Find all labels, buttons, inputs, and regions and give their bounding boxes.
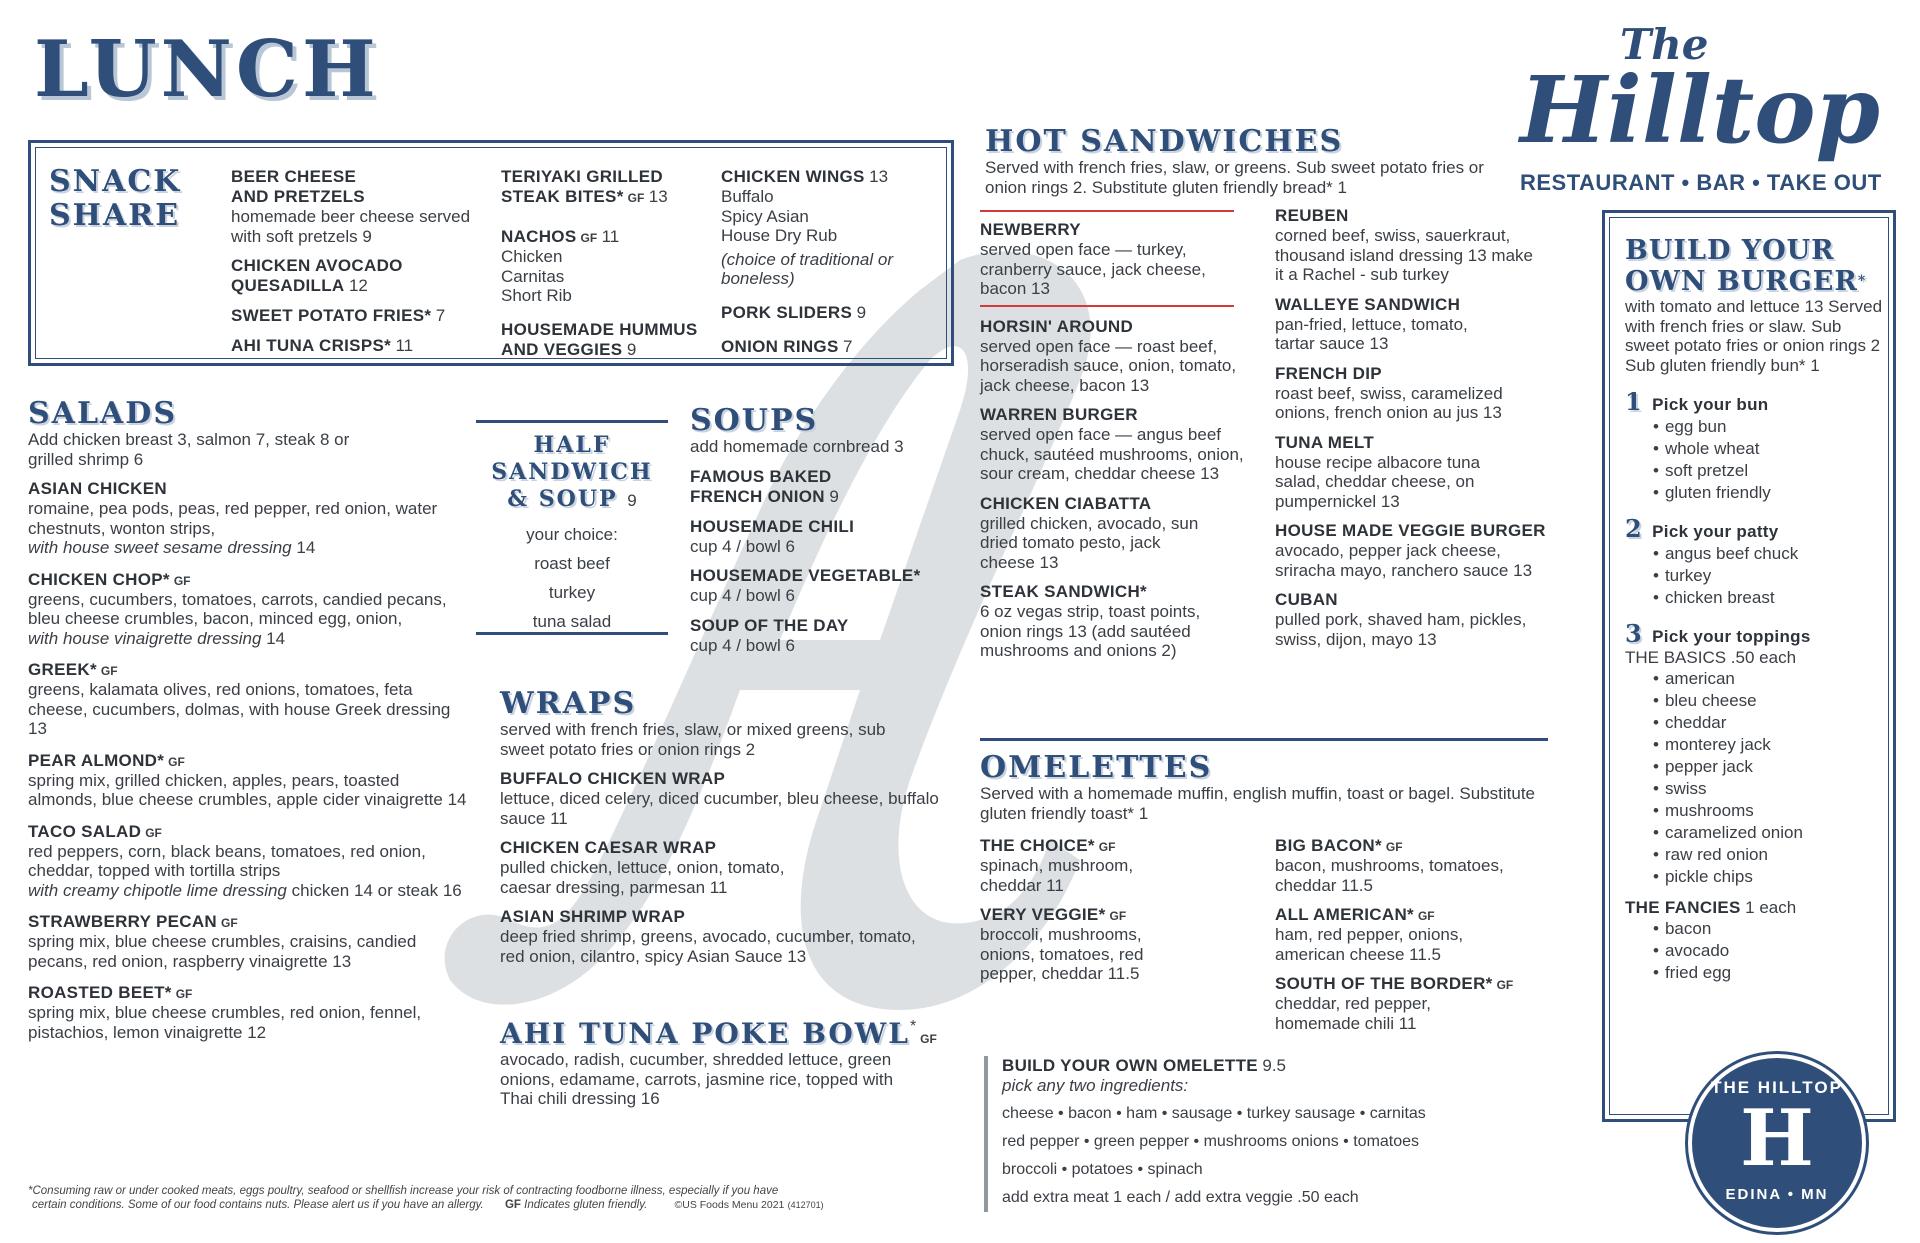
- list-item: • egg bun: [1653, 416, 1883, 438]
- footer-disclaimer: *Consuming raw or under cooked meats, eggs poultry, seafood or shellfish increase your risk of contracting foodborne illness, especially if you have certain conditions. Some of our food contains nuts. Please alert us if you have an allergy. GF Indicates gluten friendly. ©US Foods Menu 2021 (412701): [28, 1185, 824, 1211]
- menu-item: STEAK SANDWICH* 6 oz vegas strip, toast points, onion rings 13 (add sautéed mushrooms and onions 2): [980, 582, 1201, 660]
- wraps-heading: WRAPS: [500, 686, 637, 721]
- menu-item: AHI TUNA CRISPS* 11: [231, 336, 414, 355]
- list-item: • gluten friendly: [1653, 482, 1883, 504]
- list-item: • chicken breast: [1653, 587, 1883, 609]
- list-item: • bleu cheese: [1653, 690, 1883, 712]
- menu-item: CHICKEN CIABATTA grilled chicken, avocado, sun dried tomato pesto, jack cheese 13: [980, 493, 1199, 572]
- omelettes-right-col: [1275, 836, 1555, 1043]
- list-item: • mushrooms: [1653, 800, 1883, 822]
- list-item: • whole wheat: [1653, 438, 1883, 460]
- menu-item: CUBAN pulled pork, shaved ham, pickles, swiss, dijon, mayo 13: [1275, 590, 1527, 649]
- menu-item: ALL AMERICAN* GF ham, red pepper, onions, american cheese 11.5: [1275, 905, 1464, 964]
- menu-item: HORSIN' AROUND served open face — roast beef, horseradish sauce, onion, tomato, jack cheese, bacon 13: [980, 316, 1237, 395]
- hot-heading: HOT SANDWICHES: [985, 124, 1344, 159]
- menu-item: FAMOUS BAKED FRENCH ONION 9: [690, 466, 839, 506]
- list-item: • pickle chips: [1653, 866, 1883, 888]
- burger-step-1: 1 Pick your bun • egg bun • whole wheat • soft pretzel • gluten friendly: [1625, 387, 1883, 504]
- half-heading: HALF SANDWICH & SOUP 9: [491, 432, 653, 512]
- list-item: • raw red onion: [1653, 844, 1883, 866]
- menu-item: WARREN BURGER served open face — angus beef chuck, sautéed mushrooms, onion, sour cream, cheddar cheese 13: [980, 405, 1244, 483]
- menu-item: CHICKEN CAESAR WRAP pulled chicken, lettuce, onion, tomato, caesar dressing, parmesan 11: [500, 838, 785, 897]
- menu-item: HOUSE MADE VEGGIE BURGER avocado, pepper jack cheese, sriracha mayo, ranchero sauce 13: [1275, 521, 1546, 580]
- list-item: • avocado: [1653, 940, 1883, 962]
- omelettes-heading-block: OMELETTES Served with a homemade muffin, english muffin, toast or bagel. Substitute gluten friendly toast* 1: [980, 752, 1550, 823]
- menu-item: FRENCH DIP roast beef, swiss, caramelized onions, french onion au jus 13: [1275, 363, 1503, 422]
- half-sandwich-box: HALF SANDWICH & SOUP 9 your choice: roast beef turkey tuna salad: [476, 420, 668, 636]
- poke-heading: AHI TUNA POKE BOWL*GF: [500, 1017, 937, 1050]
- menu-item: SOUP OF THE DAY cup 4 / bowl 6: [690, 615, 849, 655]
- menu-item: ASIAN CHICKEN romaine, pea pods, peas, red pepper, red onion, water chestnuts, wonton strips, with house sweet sesame dressing 14: [28, 479, 438, 557]
- wraps-section: WRAPS served with french fries, slaw, or mixed greens, sub sweet potato fries or onion rings 2 BUFFALO CHICKEN WRAP lettuce, diced celery, diced cucumber, bleu cheese, buffalo sauce 11 CHICKEN CAESAR WRAP pulled chicken, lettuce, onion, tomato, caesar dressing, parmesan 11 ASIAN SHRIMP WRAP deep fried shrimp, greens, avocado, cucumber, tomato, red onion, cilantro, spicy Asian Sauce 13: [500, 688, 950, 976]
- snack-col-2: [501, 167, 711, 370]
- menu-item: BUFFALO CHICKEN WRAP lettuce, diced celery, diced cucumber, bleu cheese, buffalo sauce 11: [500, 769, 939, 828]
- menu-item: CHICKEN WINGS 13 Buffalo Spicy Asian House Dry Rub (choice of traditional or boneless): [721, 167, 893, 288]
- menu-item: THE CHOICE* GF spinach, mushroom, cheddar 11: [980, 836, 1134, 895]
- build-burger-box: BUILD YOUR OWN BURGER* with tomato and lettuce 13 Served with french fries or slaw. Sub sweet potato fries or onion rings 2 Sub gluten friendly bun* 1 1 Pick your bun • egg bun • whole wheat • soft pretzel • gluten friendly 2 Pick your patty • angus beef chuck • turkey • chicken breast 3 Pick your toppings THE BASICS .50 each • american • bleu cheese • cheddar • monterey jack • pepper jack • swiss • mushrooms • caramelized onion • raw red onion • pickle chips THE FANCIES 1 each • bacon • avocado • fried egg: [1602, 210, 1896, 1122]
- burger-step-2: 2 Pick your patty • angus beef chuck • turkey • chicken breast: [1625, 514, 1883, 609]
- soups-section: SOUPS add homemade cornbread 3 FAMOUS BAKED FRENCH ONION 9 HOUSEMADE CHILI cup 4 / bowl 6 HOUSEMADE VEGETABLE* cup 4 / bowl 6 SOUP OF THE DAY cup 4 / bowl 6: [690, 405, 950, 665]
- list-item: • caramelized onion: [1653, 822, 1883, 844]
- brand-name: Hilltop: [1520, 56, 1880, 164]
- soups-heading: SOUPS: [690, 403, 819, 438]
- salads-section: SALADS Add chicken breast 3, salmon 7, steak 8 or grilled shrimp 6 ASIAN CHICKEN romaine, pea pods, peas, red pepper, red onion, water chestnuts, wonton strips, with house sweet sesame dressing 14 CHICKEN CHOP* GF greens, cucumbers, tomatoes, carrots, candied pecans, bleu cheese crumbles, bacon, minced egg, onion, with house vinaigrette dressing 14 GREEK* GF greens, kalamata olives, red onions, tomatoes, feta cheese, cucumbers, dolmas, with house Greek dressing 13 PEAR ALMOND* GF spring mix, grilled chicken, apples, pears, toasted almonds, blue cheese crumbles, apple cider vinaigrette 14 TACO SALAD GF red peppers, corn, black beans, tomatoes, red onion, cheddar, topped with tortilla strips with creamy chipotle lime dressing chicken 14 or steak 16 STRAWBERRY PECAN GF spring mix, blue cheese crumbles, craisins, candied pecans, red onion, raspberry vinaigrette 13 ROASTED BEET* GF spring mix, blue cheese crumbles, red onion, fennel, pistachios, lemon vinaigrette 12: [28, 398, 473, 1054]
- list-item: • angus beef chuck: [1653, 543, 1883, 565]
- menu-item: HOUSEMADE VEGETABLE* cup 4 / bowl 6: [690, 566, 921, 605]
- menu-item: SOUTH OF THE BORDER* GF cheddar, red pepper, homemade chili 11: [1275, 974, 1514, 1033]
- menu-item: ROASTED BEET* GF spring mix, blue cheese crumbles, red onion, fennel, pistachios, lemon vinaigrette 12: [28, 983, 422, 1042]
- menu-item: GREEK* GF greens, kalamata olives, red onions, tomatoes, feta cheese, cucumbers, dolmas, with house Greek dressing 13: [28, 660, 451, 738]
- menu-item: NEWBERRY served open face — turkey, cranberry sauce, jack cheese, bacon 13: [980, 220, 1206, 298]
- menu-item: TERIYAKI GRILLED STEAK BITES* GF 13: [501, 167, 668, 206]
- menu-item: NACHOS GF 11 Chicken Carnitas Short Rib: [501, 227, 620, 305]
- menu-item: TACO SALAD GF red peppers, corn, black beans, tomatoes, red onion, cheddar, topped with tortilla strips with creamy chipotle lime dressing chicken 14 or steak 16: [28, 821, 462, 900]
- brand-the: The: [1620, 20, 1709, 69]
- menu-item: WALLEYE SANDWICH pan-fried, lettuce, tomato, tartar sauce 13: [1275, 294, 1468, 353]
- menu-item: HOUSEMADE HUMMUS AND VEGGIES 9: [501, 319, 698, 359]
- menu-item: BEER CHEESE AND PRETZELS homemade beer cheese served with soft pretzels 9: [231, 167, 471, 246]
- list-item: • pepper jack: [1653, 756, 1883, 778]
- menu-item: SWEET POTATO FRIES* 7: [231, 306, 446, 325]
- burger-heading: BUILD YOUR OWN BURGER*: [1625, 235, 1867, 297]
- list-item: • fried egg: [1653, 962, 1883, 984]
- menu-item: REUBEN corned beef, swiss, sauerkraut, thousand island dressing 13 make it a Rachel - sub turkey: [1275, 206, 1533, 284]
- snack-share-box: [28, 140, 954, 366]
- menu-item: CHICKEN AVOCADO QUESADILLA 12: [231, 256, 403, 295]
- hilltop-badge: THE HILLTOP H EDINA • MN: [1688, 1054, 1866, 1232]
- snack-col-1: [231, 167, 471, 366]
- hot-right-col: [1275, 206, 1565, 659]
- menu-item: PORK SLIDERS 9: [721, 302, 867, 322]
- menu-item: ASIAN SHRIMP WRAP deep fried shrimp, greens, avocado, cucumber, tomato, red onion, cilantro, spicy Asian Sauce 13: [500, 907, 916, 966]
- list-item: • american: [1653, 668, 1883, 690]
- snack-col-3: [721, 167, 931, 367]
- menu-item: ONION RINGS 7: [721, 336, 853, 356]
- burger-step-3: 3 Pick your toppings THE BASICS .50 each • american • bleu cheese • cheddar • monterey jack • pepper jack • swiss • mushrooms • caramelized onion • raw red onion • pickle chips: [1625, 619, 1883, 888]
- brand-logo: [1510, 20, 1900, 200]
- menu-item: HOUSEMADE CHILI cup 4 / bowl 6: [690, 516, 855, 556]
- menu-item: PEAR ALMOND* GF spring mix, grilled chicken, apples, pears, toasted almonds, blue cheese crumbles, apple cider vinaigrette 14: [28, 750, 467, 809]
- menu-item: VERY VEGGIE* GF broccoli, mushrooms, onions, tomatoes, red pepper, cheddar 11.5: [980, 905, 1144, 983]
- menu-item: STRAWBERRY PECAN GF spring mix, blue cheese crumbles, craisins, candied pecans, red onion, raspberry vinaigrette 13: [28, 912, 417, 971]
- hot-sandwiches-heading-block: HOT SANDWICHES Served with french fries, slaw, or greens. Sub sweet potato fries or onion rings 2. Substitute gluten friendly bread* 1: [985, 126, 1505, 197]
- menu-item: BIG BACON* GF bacon, mushrooms, tomatoes, cheddar 11.5: [1275, 836, 1504, 895]
- menu-item: TUNA MELT house recipe albacore tuna salad, cheddar cheese, on pumpernickel 13: [1275, 432, 1481, 511]
- page-title: LUNCH: [34, 24, 380, 115]
- burger-fancies: THE FANCIES 1 each • bacon • avocado • fried egg: [1625, 898, 1883, 984]
- salads-heading: SALADS: [28, 396, 177, 431]
- list-item: • swiss: [1653, 778, 1883, 800]
- brand-tagline: RESTAURANT • BAR • TAKE OUT: [1520, 170, 1882, 195]
- list-item: • turkey: [1653, 565, 1883, 587]
- hot-left-col: [980, 220, 1250, 671]
- poke-section: AHI TUNA POKE BOWL*GF avocado, radish, cucumber, shredded lettuce, green onions, edamame, carrots, jasmine rice, topped with Thai chili dressing 16: [500, 1018, 950, 1109]
- list-item: • monterey jack: [1653, 734, 1883, 756]
- build-omelette: BUILD YOUR OWN OMELETTE 9.5 pick any two ingredients: cheese • bacon • ham • sausage • turkey sausage • carnitas red pepper • green pepper • mushrooms onions • tomatoes broccoli • potatoes • spinach add extra meat 1 each / add extra veggie .50 each: [984, 1056, 1562, 1212]
- menu-item: CHICKEN CHOP* GF greens, cucumbers, tomatoes, carrots, candied pecans, bleu cheese crumbles, bacon, minced egg, onion, with house vinaigrette dressing 14: [28, 569, 447, 648]
- list-item: • soft pretzel: [1653, 460, 1883, 482]
- snack-heading: SNACK SHARE: [49, 164, 182, 233]
- omelettes-heading: OMELETTES: [980, 750, 1213, 785]
- list-item: • bacon: [1653, 918, 1883, 940]
- list-item: • cheddar: [1653, 712, 1883, 734]
- omelettes-left-col: [980, 836, 1200, 994]
